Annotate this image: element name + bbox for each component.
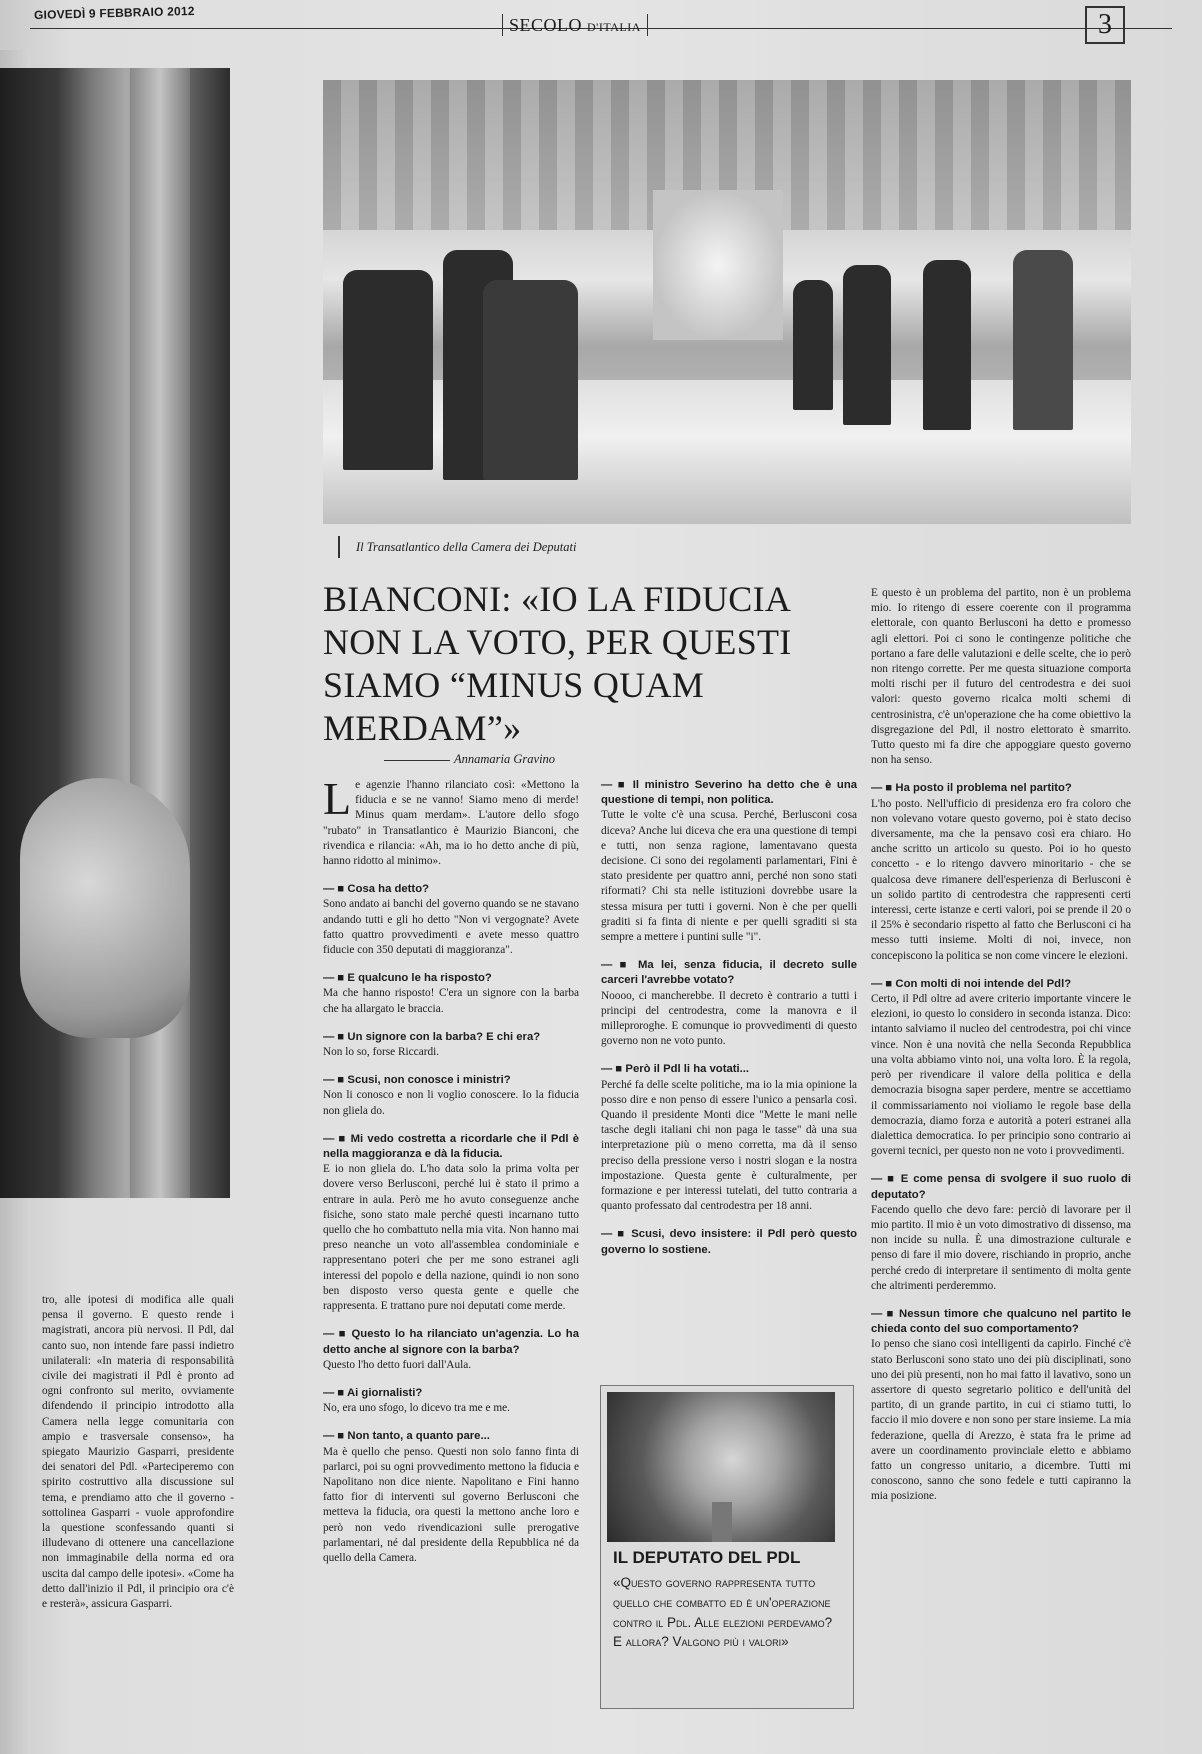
masthead-main: SECOLO xyxy=(509,15,583,35)
article-column-3 xyxy=(871,586,1131,1505)
answer: Questo l'ho detto fuori dall'Aula. xyxy=(323,1358,472,1371)
question: — ■ Con molti di noi intende del Pdl? xyxy=(871,977,1131,992)
photo-figure xyxy=(793,280,833,410)
question: — ■ Scusi, devo insistere: il Pdl però questo governo lo sostiene. xyxy=(601,1227,857,1257)
answer: Ma che hanno risposto! C'era un signore con la barba che ha allargato le braccia. xyxy=(323,987,579,1015)
question: — ■ Mi vedo costretta a ricordarle che il Pdl è nella maggioranza e dà la fiducia. xyxy=(323,1132,579,1162)
article-column-2 xyxy=(601,752,857,1258)
deputy-portrait xyxy=(607,1392,835,1542)
photo-figure xyxy=(1013,250,1073,430)
article-lead: Le agenzie l'hanno rilanciato così: «Mettono la fiducia e se ne vanno! Siamo meno di merde! Minus quam merdam». L'autore dello sfogo "rubato" in Transatlantico è Maurizio Bianconi, che rivendica e rilancia: «Ah, ma io ho detto anche di più, hanno ridotto al minimo». xyxy=(323,773,579,868)
portrait-tie xyxy=(712,1502,732,1542)
question: — ■ Ma lei, senza fiducia, il decreto sulle carceri l'avrebbe votato? xyxy=(601,958,857,988)
main-photo xyxy=(323,80,1131,524)
photo-figure xyxy=(483,280,578,480)
question: — ■ Cosa ha detto? xyxy=(323,882,579,897)
quote-box xyxy=(600,1385,854,1709)
page-header xyxy=(0,0,1202,48)
issue-date: GIOVEDÌ 9 FEBBRAIO 2012 xyxy=(33,3,195,23)
box-quote: «Questo governo rappresenta tutto quello che combatto ed è un'operazione contro il Pdl. Alle elezioni perdevamo? E allora? Valgono più i valori» xyxy=(613,1575,833,1650)
column-intro: E questo è un problema del partito, non è un problema mio. Io ritengo di essere coerente con il programma elettorale, con quanto Berlusconi ha detto e promesso agli elettori. Poi ci sono le contingenze politiche che portano a fare delle valutazioni e delle scelte, che io però non ritengo corrette. Per me questa situazione comporta molti rischi per il futuro del centrodestra e dei suoi valori: questo governo ricalca molti schemi di centrosinistra, c'è un'operazione che ha come obiettivo la disgregazione del Pdl, il nostro elettorato è smarrito. Tutto questo mi fa dire che appoggiare questo governo non ha senso. xyxy=(871,587,1131,767)
photo-caption: Il Transatlantico della Camera dei Deputati xyxy=(338,536,576,558)
left-column-text: tro, alle ipotesi di modifica alle quali pensa il governo. E questo rende i magistrati, ancora più nervosi. Il Pdl, dal canto suo, non intende fare passi indietro unilaterali: «In materia di responsabilità civile dei magistrati il Pdl è pronto ad ogni confronto sul merito, ovviamente difendendo il principio introdotto alla Camera nella legge comunitaria con ampio e trasversale consenso», ha spiegato Maurizio Gasparri, presidente dei senatori del Pdl. «Parteciperemo con spirito costruttivo alla discussione sul tema, e prendiamo atto che il governo - sottolinea Gasparri - vuole approfondire la questione sconfessando quanti si illudevano di ottenere una cancellazione non immaginabile della norma ed ora uscita dal campo delle ipotesi». «Come ha detto dall'inizio il Pdl, il principio ora c'è e resterà», assicura Gasparri. xyxy=(42,1294,234,1611)
question: — ■ Però il Pdl li ha votati... xyxy=(601,1062,857,1077)
answer: Ma è quello che penso. Questi non solo fanno finta di parlarci, poi su ogni provvedimento mettono la fiducia e Napolitano non dice niente. Napolitano e Fini hanno fatto fior di interventi sul governo Berlusconi che metteva la fiducia, ora questi la mettono anche loro e però non vedo rivendicazioni sulle prerogative parlamentari, né dal presidente della Repubblica né da quello della Camera. xyxy=(323,1445,579,1564)
question: — ■ Il ministro Severino ha detto che è una questione di tempi, non politica. xyxy=(601,778,857,808)
question: — ■ Non tanto, a quanto pare... xyxy=(323,1429,579,1444)
photo-figure xyxy=(923,260,971,430)
answer: No, era uno sfogo, lo dicevo tra me e me. xyxy=(323,1402,510,1415)
question: — ■ Scusi, non conosce i ministri? xyxy=(323,1073,579,1088)
answer: Tutte le volte c'è una scusa. Perché, Berlusconi cosa diceva? Anche lui diceva che era una questione di tempi e tutti, non senza ragione, lamentavano questa decisione. Ci sono dei regolamenti parlamentari, Fini è stato presidente per quattro anni, perché non sono stati riformati? Chi sta nelle istituzioni dovrebbe usare la stessa misura per tutti i governi. Non è che per quelli graditi si fa finta di niente e per quelli sgraditi si sta sempre a mettere i puntini sulle "i". xyxy=(601,809,857,944)
photo-corridor xyxy=(653,190,783,340)
article-headline: BIANCONI: «IO LA FIDUCIA NON LA VOTO, PER QUESTI SIAMO “MINUS QUAM MERDAM”» xyxy=(323,579,792,748)
photo-figure xyxy=(343,270,433,470)
question: — ■ Ai giornalisti? xyxy=(323,1386,579,1401)
question: — ■ Un signore con la barba? E chi era? xyxy=(323,1030,579,1045)
answer: L'ho posto. Nell'ufficio di presidenza ero fra coloro che non volevano votare questo governo, poi è stato deciso diversamente, ma che la pensavo così era chiaro. Ho anche scritto un articolo su questo. Poi io ho questo concetto - e lo ritengo davvero minoritario - che se qualcosa deve rimanere dell'esperienza di Berlusconi è un solido partito di centrodestra che rappresenti certi interessi, certe istanze e certi valori, poi se prende il 20 o il 25% è secondario rispetto al fatto che Berlusconi ci ha messo tutti insieme. Molti di noi, invece, non concepiscono la politica se non come vincere le elezioni. xyxy=(871,797,1131,962)
answer: E io non gliela do. L'ho data solo la prima volta per dovere verso Berlusconi, perché lui è stato il primo a entrare in aula. Però me ho avuto conseguenze anche fisiche, sono stato male perché questi incarnano tutto quello che ho combattuto nella mia vita. Non hanno mai preso neanche un voto all'assemblea condominiale e rappresentano poteri che per me sono estranei agli interessi del popolo e della nazione, quindi io non sono ben disposto verso questa gente e quelle che rappresenta. E trattano pure noi deputati come merde. xyxy=(323,1163,579,1313)
answer: Noooo, ci mancherebbe. Il decreto è contrario a tutti i principi del centrodestra, come la manovra e il milleproroghe. E comunque io provvedimenti di questo governo non ne voto punto. xyxy=(601,989,857,1048)
page-number: 3 xyxy=(1085,6,1125,44)
question: — ■ E qualcuno le ha risposto? xyxy=(323,971,579,986)
question: — ■ Questo lo ha rilanciato un'agenzia. Lo ha detto anche al signore con la barba? xyxy=(323,1327,579,1357)
answer: Facendo quello che devo fare: perciò di lavorare per il mio partito. Il mio è un voto dimostrativo di dissenso, ma non incide su nulla. È una dimostrazione culturale e penso di fare il mio dovere, rischiando in proprio, anche perché credo di interpretare il sentimento di molta gente che altrimenti perderemmo. xyxy=(871,1203,1131,1292)
article-column-1 xyxy=(323,773,579,1566)
answer: Certo, il Pdl oltre ad avere criterio importante vincere le elezioni, io questo lo considero in seconda istanza. Dico: intanto salviamo il nucleo del centrodestra, poi chi vince vince. Non è una novità che nella Seconda Repubblica una volta abbiamo vinto noi, una volta loro. È la regola, però per rivendicare il valore della politica e della democrazia bisogna saper perdere, mentre se accettiamo il commissariamento noi violiamo le regole base della democrazia, diamo forza e autorità a poteri estranei alla dialettica democratica. Io per principio sono contrario ai governi tecnici, per questo non ne voto i provvedimenti. xyxy=(871,993,1131,1158)
masthead-sub: D'ITALIA xyxy=(587,20,641,34)
question: — ■ Nessun timore che qualcuno nel partito le chieda conto del suo comportamento? xyxy=(871,1307,1131,1337)
answer: Non li conosco e non li voglio conoscere. Io la fiducia non gliela do. xyxy=(323,1089,579,1117)
answer: Sono andato ai banchi del governo quando se ne stavano andando tutti e gli ho detto "Non vi vergognate? Avete fatto quattro provvedimenti e avete messo quattro fiducie con 350 deputati di maggioranza". xyxy=(323,898,579,957)
article-byline: Annamaria Gravino xyxy=(384,752,555,767)
question: — ■ E come pensa di svolgere il suo ruolo di deputato? xyxy=(871,1172,1131,1202)
question: — ■ Ha posto il problema nel partito? xyxy=(871,781,1131,796)
answer: Non lo so, forse Riccardi. xyxy=(323,1046,440,1059)
left-photo xyxy=(0,68,230,1198)
photo-hand xyxy=(20,778,190,1038)
masthead xyxy=(502,14,648,36)
answer: Perché fa delle scelte politiche, ma io la mia opinione la posso dire e non penso di essere l'unico a pensarla così. Quando il presidente Monti dice "Mette le mani nelle tasche degli italiani chi non paga le tasse" dà una sua interpretazione più o meno corretta, ma dà il senso preciso della pressione verso i nostri slogan e la nostra impostazione. Questa gente è culturalmente, per formazione e per interessi tutelati, del tutto contraria a quanto professato dal centrodestra per 18 anni. xyxy=(601,1078,857,1213)
answer: Io penso che siano così intelligenti da capirlo. Finché c'è stato Berlusconi sono stato uno dei più disciplinati, sono uno dei più presenti, non ho mai fatto il lavativo, sono un assertore di questo segretario politico e dell'unità del partito, di un grande partito, in cui ci stiamo tutti, lo faccio il mio dovere e non sono per stare insieme. La mia federazione, quella di Arezzo, è stata fra le prime ad avere un coordinamento provinciale eletto e abbiamo fatto un congresso unitario, a dicembre. Tutti mi conoscono, sanno che sono fedele e tutti capiranno la mia posizione. xyxy=(871,1338,1131,1503)
photo-figure xyxy=(843,265,891,425)
box-title: IL DEPUTATO DEL PDL xyxy=(613,1548,801,1567)
